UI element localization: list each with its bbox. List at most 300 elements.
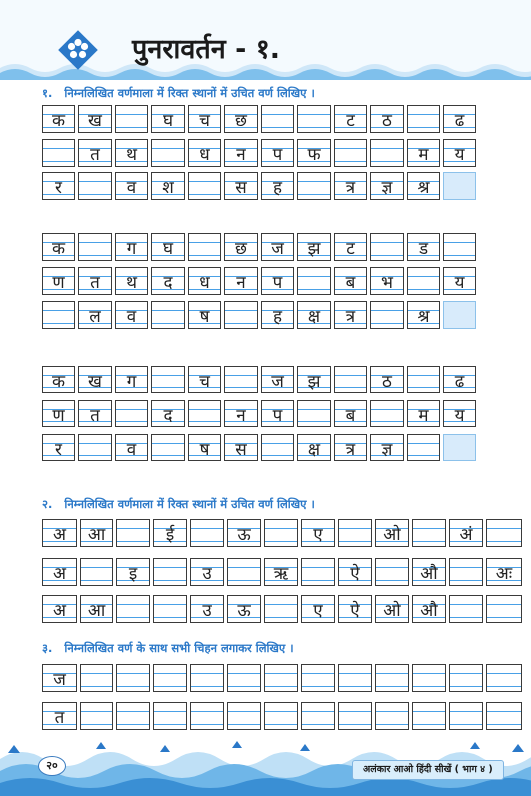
letter: अं <box>459 525 473 545</box>
letter: ए <box>313 525 323 545</box>
letter-box <box>443 139 476 167</box>
letter <box>116 106 147 132</box>
letter: द <box>163 406 173 426</box>
blank-letter-box[interactable] <box>227 558 261 586</box>
letter <box>487 596 521 622</box>
letter-box <box>188 301 221 329</box>
letter-box <box>188 434 221 461</box>
blank-letter-box[interactable] <box>370 400 404 427</box>
letter: ल <box>89 307 101 327</box>
blank-letter-box[interactable] <box>449 664 483 692</box>
letter: ज <box>271 239 284 259</box>
blank-letter-box[interactable] <box>486 595 522 623</box>
letter <box>154 596 186 622</box>
letter: व <box>126 440 137 460</box>
letter: ऐ <box>350 564 360 584</box>
blank-letter-box[interactable] <box>188 400 221 427</box>
letter-box <box>370 366 404 393</box>
letter-box <box>334 434 367 461</box>
letter-box <box>42 664 77 692</box>
letter <box>298 268 330 294</box>
letter: उ <box>202 564 212 584</box>
letter <box>339 665 371 691</box>
letter <box>117 703 149 729</box>
letter-row <box>42 519 525 547</box>
blank-letter-box[interactable] <box>443 233 476 261</box>
blank-letter-box[interactable] <box>449 558 483 586</box>
blank-letter-box[interactable] <box>153 664 187 692</box>
blank-letter-box[interactable] <box>412 702 446 730</box>
letter <box>298 173 330 199</box>
letter <box>116 401 147 426</box>
blank-letter-box[interactable] <box>190 702 224 730</box>
letter: य <box>454 145 465 165</box>
blank-letter-box[interactable] <box>412 664 446 692</box>
blank-letter-box[interactable] <box>188 233 221 261</box>
letter: व <box>126 178 137 198</box>
letter: क <box>51 111 66 131</box>
letter <box>444 302 475 328</box>
letter-box <box>151 233 185 261</box>
letter <box>152 435 184 460</box>
letter-box <box>370 105 404 133</box>
blank-letter-box[interactable] <box>116 702 150 730</box>
letter-box <box>42 105 75 133</box>
letter <box>154 559 186 585</box>
blank-letter-box[interactable] <box>153 595 187 623</box>
letter <box>262 106 293 132</box>
letter <box>450 596 482 622</box>
letter-box <box>334 105 367 133</box>
blank-letter-box[interactable] <box>78 233 112 261</box>
letter <box>408 106 439 132</box>
letter <box>302 665 334 691</box>
blank-letter-box[interactable] <box>297 400 331 427</box>
letter: ऐ <box>350 601 360 621</box>
letter <box>371 234 403 260</box>
letter <box>487 703 521 729</box>
letter-row <box>42 702 525 730</box>
blank-letter-box[interactable] <box>301 558 335 586</box>
letter <box>339 703 371 729</box>
letter-row <box>42 172 479 200</box>
letter: थ <box>126 145 137 165</box>
letter-box <box>297 301 331 329</box>
letter <box>413 520 445 546</box>
letter-box <box>370 267 404 295</box>
letter: ख <box>88 111 102 131</box>
blank-letter-box[interactable] <box>261 105 294 133</box>
blank-letter-box[interactable] <box>297 267 331 295</box>
letter: अः <box>495 564 513 584</box>
letter-box <box>115 366 148 393</box>
letter-box <box>334 233 367 261</box>
letter <box>371 302 403 328</box>
question-2-number: २. <box>42 497 53 511</box>
blank-letter-box[interactable] <box>264 519 298 547</box>
letter <box>79 435 111 460</box>
blank-letter-box[interactable] <box>449 595 483 623</box>
question-2-text: निम्नलिखित वर्णमाला में रिक्त स्थानों में उचित वर्ण लिखिए । <box>64 497 315 511</box>
blank-letter-box[interactable] <box>78 434 112 461</box>
blank-letter-box[interactable] <box>227 702 261 730</box>
letter <box>43 302 74 328</box>
blank-letter-box[interactable] <box>116 664 150 692</box>
letter-box <box>224 434 258 461</box>
blank-letter-box[interactable] <box>407 366 440 393</box>
blank-letter-box[interactable] <box>80 702 113 730</box>
letter <box>191 520 223 546</box>
blank-letter-box[interactable] <box>42 139 75 167</box>
letter <box>376 559 408 585</box>
letter <box>413 703 445 729</box>
letter: त <box>54 708 65 728</box>
letter-box <box>115 267 148 295</box>
letter-box <box>42 233 75 261</box>
letter: ऋ <box>273 564 289 584</box>
letter: ठ <box>382 372 392 392</box>
letter: ओ <box>383 525 401 545</box>
letter-box <box>412 558 446 586</box>
letter-box <box>338 595 372 623</box>
letter: ध <box>199 145 210 165</box>
letter-box <box>407 400 440 427</box>
letter-box <box>297 434 331 461</box>
letter: प <box>272 273 283 293</box>
letter-box <box>115 233 148 261</box>
blank-letter-box[interactable] <box>370 233 404 261</box>
blank-letter-box[interactable] <box>80 558 113 586</box>
letter <box>117 665 149 691</box>
blank-letter-box[interactable] <box>116 519 150 547</box>
letter-row <box>42 664 525 692</box>
letter <box>152 367 184 392</box>
letter: म <box>418 145 429 165</box>
letter: अ <box>53 564 66 584</box>
letter: य <box>454 273 465 293</box>
blank-letter-box[interactable] <box>407 267 440 295</box>
letter: क <box>51 372 66 392</box>
letter: प <box>272 145 283 165</box>
letter <box>302 559 334 585</box>
letter <box>444 173 475 199</box>
letter: ग <box>126 372 137 392</box>
blank-letter-box[interactable] <box>334 366 367 393</box>
letter: व <box>126 307 137 327</box>
letter <box>81 559 112 585</box>
letter: ण <box>52 406 65 426</box>
blank-letter-box[interactable] <box>151 366 185 393</box>
letter-box <box>297 233 331 261</box>
letter <box>408 268 439 294</box>
letter: न <box>236 273 246 293</box>
blank-letter-box[interactable] <box>334 139 367 167</box>
letter: ज <box>53 670 66 690</box>
question-1-number: १. <box>42 86 53 100</box>
blank-letter-box[interactable] <box>261 434 294 461</box>
letter <box>154 665 186 691</box>
blank-letter-box[interactable] <box>297 105 331 133</box>
letter-box <box>407 172 440 200</box>
letter-box <box>407 301 440 329</box>
highlighted-box[interactable] <box>443 434 476 461</box>
letter: ष <box>199 440 210 460</box>
letter-box <box>42 558 77 586</box>
letter: त्र <box>345 440 356 460</box>
blank-letter-box[interactable] <box>190 664 224 692</box>
letter-box <box>301 519 335 547</box>
letter-box <box>264 558 298 586</box>
letter-box <box>443 366 476 393</box>
letter: स <box>235 440 247 460</box>
blank-letter-box[interactable] <box>227 664 261 692</box>
letter: झ <box>307 372 321 392</box>
letter <box>444 234 475 260</box>
letter <box>444 435 475 460</box>
blank-letter-box[interactable] <box>116 595 150 623</box>
letter-box <box>78 400 112 427</box>
letter-box <box>301 595 335 623</box>
letter: उ <box>202 601 212 621</box>
letter: ह <box>272 178 283 198</box>
letter <box>371 401 403 426</box>
letter: श्र <box>417 178 430 198</box>
highlighted-box[interactable] <box>443 301 476 329</box>
letter: ग <box>126 239 137 259</box>
blank-letter-box[interactable] <box>338 664 372 692</box>
blank-letter-box[interactable] <box>264 702 298 730</box>
letter: आ <box>87 601 106 621</box>
letter: ष <box>199 307 210 327</box>
blank-letter-box[interactable] <box>301 664 335 692</box>
book-title-badge: अलंकार आओ हिंदी सीखें ( भाग ४ ) <box>352 760 504 780</box>
question-3-text: निम्नलिखित वर्ण के साथ सभी चिहन लगाकर लिखिए । <box>64 641 294 655</box>
letter <box>265 596 297 622</box>
letter <box>298 401 330 426</box>
letter-box <box>449 519 483 547</box>
letter-box <box>151 172 185 200</box>
letter-box <box>227 519 261 547</box>
letter: ख <box>88 372 102 392</box>
blank-letter-box[interactable] <box>370 301 404 329</box>
letter: ब <box>345 273 356 293</box>
letter <box>79 173 111 199</box>
letter: झ <box>307 239 321 259</box>
letter: र <box>55 178 62 198</box>
blank-letter-box[interactable] <box>449 702 483 730</box>
letter <box>376 703 408 729</box>
blank-letter-box[interactable] <box>297 172 331 200</box>
blank-letter-box[interactable] <box>153 702 187 730</box>
blank-letter-box[interactable] <box>338 702 372 730</box>
letter-box <box>224 267 258 295</box>
blank-letter-box[interactable] <box>151 434 185 461</box>
letter <box>408 435 439 460</box>
letter: फ <box>307 145 321 165</box>
letter: ण <box>52 273 65 293</box>
letter: न <box>236 145 246 165</box>
blank-letter-box[interactable] <box>375 702 409 730</box>
letter: छ <box>235 239 247 259</box>
letter: औ <box>420 601 438 621</box>
letter <box>335 367 366 392</box>
letter: न <box>236 406 246 426</box>
letter-box <box>261 366 294 393</box>
letter-box <box>151 105 185 133</box>
blank-letter-box[interactable] <box>190 519 224 547</box>
blank-letter-box[interactable] <box>375 558 409 586</box>
blank-letter-box[interactable] <box>301 702 335 730</box>
letter: इ <box>128 564 138 584</box>
letter <box>450 559 482 585</box>
blank-letter-box[interactable] <box>115 105 148 133</box>
blank-letter-box[interactable] <box>412 519 446 547</box>
letter-box <box>42 400 75 427</box>
letter <box>265 520 297 546</box>
letter-box <box>42 519 77 547</box>
letter <box>81 665 112 691</box>
letter-row <box>42 400 479 427</box>
letter-box <box>42 595 77 623</box>
letter <box>189 173 220 199</box>
blank-letter-box[interactable] <box>224 366 258 393</box>
letter-row <box>42 558 525 586</box>
letter-box <box>188 139 221 167</box>
letter: घ <box>162 239 174 259</box>
letter <box>43 140 74 166</box>
letter-box <box>443 267 476 295</box>
letter: ठ <box>382 111 392 131</box>
letter: य <box>454 406 465 426</box>
letter: ज <box>271 372 284 392</box>
letter-box <box>78 105 112 133</box>
blank-letter-box[interactable] <box>486 664 522 692</box>
blank-letter-box[interactable] <box>264 595 298 623</box>
letter-box <box>227 595 261 623</box>
blank-letter-box[interactable] <box>486 519 522 547</box>
blank-letter-box[interactable] <box>370 139 404 167</box>
letter <box>117 520 149 546</box>
blank-letter-box[interactable] <box>115 400 148 427</box>
letter <box>371 140 403 166</box>
letter-box <box>297 366 331 393</box>
letter: श <box>162 178 174 198</box>
blank-letter-box[interactable] <box>375 664 409 692</box>
letter: थ <box>126 273 137 293</box>
letter: ए <box>313 601 323 621</box>
letter <box>117 596 149 622</box>
letter <box>189 234 220 260</box>
letter-box <box>115 139 148 167</box>
blank-letter-box[interactable] <box>80 664 113 692</box>
letter: त <box>90 145 100 165</box>
blank-letter-box[interactable] <box>151 139 185 167</box>
letter-box <box>261 301 294 329</box>
question-2-instruction <box>42 497 315 512</box>
letter-box <box>115 301 148 329</box>
letter-row <box>42 434 479 461</box>
letter-box <box>375 595 409 623</box>
letter <box>450 703 482 729</box>
letter-box <box>224 172 258 200</box>
letter-box <box>334 267 367 295</box>
letter-box <box>42 267 75 295</box>
blank-letter-box[interactable] <box>153 558 187 586</box>
letter: आ <box>87 525 106 545</box>
letter-row <box>42 233 479 261</box>
letter-box <box>261 139 294 167</box>
letter: द <box>163 273 173 293</box>
blank-letter-box[interactable] <box>151 301 185 329</box>
letter: ध <box>199 273 210 293</box>
letter <box>262 435 293 460</box>
letter-box <box>78 139 112 167</box>
letter-box <box>188 366 221 393</box>
letter <box>339 520 371 546</box>
letter <box>413 665 445 691</box>
letter: क्ष <box>307 307 321 327</box>
letter-box <box>334 301 367 329</box>
blank-letter-box[interactable] <box>188 172 221 200</box>
highlighted-box[interactable] <box>443 172 476 200</box>
letter-row <box>42 267 479 295</box>
letter: भ <box>381 273 393 293</box>
blank-letter-box[interactable] <box>407 434 440 461</box>
letter <box>228 703 260 729</box>
letter-box <box>151 400 185 427</box>
letter: अ <box>53 601 66 621</box>
letter <box>298 106 330 132</box>
letter-box <box>115 172 148 200</box>
letter-box <box>370 434 404 461</box>
question-3-instruction <box>42 641 294 656</box>
blank-letter-box[interactable] <box>407 105 440 133</box>
letter: औ <box>420 564 438 584</box>
letter-box <box>190 558 224 586</box>
letter-box <box>261 400 294 427</box>
letter <box>189 401 220 426</box>
page-title: पुनरावर्तन - १. <box>132 34 281 65</box>
letter-box <box>486 558 522 586</box>
letter <box>302 703 334 729</box>
page-header <box>0 0 531 80</box>
letter-box <box>407 233 440 261</box>
blank-letter-box[interactable] <box>224 301 258 329</box>
blank-letter-box[interactable] <box>78 172 112 200</box>
letter-row <box>42 139 479 167</box>
letter-box <box>261 172 294 200</box>
letter-box <box>153 519 187 547</box>
blank-letter-box[interactable] <box>42 301 75 329</box>
letter-box <box>42 172 75 200</box>
letter-box <box>375 519 409 547</box>
letter: च <box>199 372 210 392</box>
letter: च <box>199 111 210 131</box>
letter: ब <box>345 406 356 426</box>
letter-row <box>42 301 479 329</box>
letter-box <box>412 595 446 623</box>
page-number: २० <box>38 756 66 776</box>
letter <box>79 234 111 260</box>
blank-letter-box[interactable] <box>338 519 372 547</box>
letter <box>228 559 260 585</box>
blank-letter-box[interactable] <box>486 702 522 730</box>
letter-box <box>116 558 150 586</box>
letter <box>265 665 297 691</box>
letter <box>408 367 439 392</box>
letter-row <box>42 366 479 393</box>
blank-letter-box[interactable] <box>264 664 298 692</box>
